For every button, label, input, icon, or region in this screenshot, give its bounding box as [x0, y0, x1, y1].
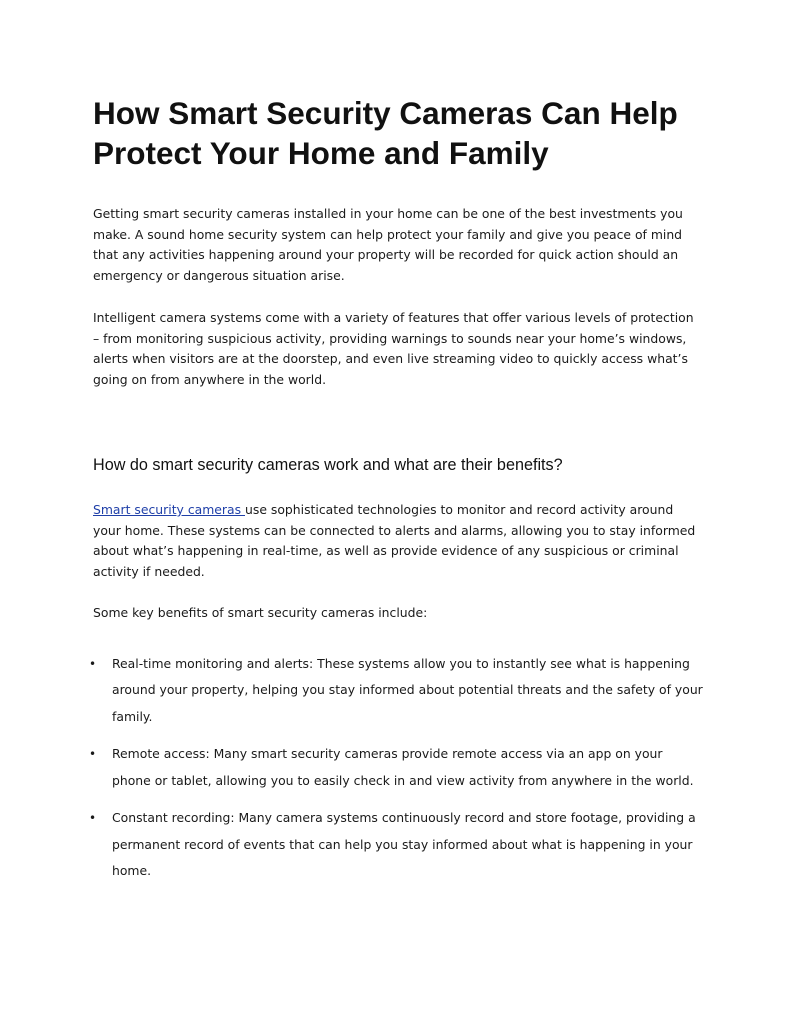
intro-paragraph: Getting smart security cameras installed in your home can be one of the best investments you make. A sound home security system can help protect your family and give you peace of mind that any activities happening around your property will be recorded for quick action should an emergency or dangerous situation arise.	[93, 206, 683, 283]
section-heading: How do smart security cameras work and what are their benefits?	[93, 456, 563, 474]
bullet-icon: •	[89, 747, 97, 761]
list-item-text: Remote access: Many smart security cameras provide remote access via an app on your phone or tablet, allowing you to easily check in and view activity from anywhere in the world.	[112, 746, 694, 788]
list-item	[89, 651, 703, 731]
list-item-text: Real-time monitoring and alerts: These systems allow you to instantly see what is happening around your property, helping you stay informed about potential threats and the safety of your family.	[112, 655, 703, 724]
list-item	[89, 741, 703, 794]
section-paragraph-text: use sophisticated technologies to monitor and record activity around your home. These systems can be connected to alerts and alarms, allowing you to stay informed about what’s happening in real-time, as well as provide evidence of any suspicious or criminal activity if needed.	[93, 502, 696, 579]
benefits-list	[89, 651, 703, 885]
page-title: How Smart Security Cameras Can Help Protect Your Home and Family	[93, 95, 678, 171]
document-page	[89, 93, 703, 896]
smart-security-cameras-link[interactable]: Smart security cameras	[93, 502, 246, 517]
list-item	[89, 805, 703, 885]
bullet-icon: •	[89, 811, 97, 825]
section-paragraph	[93, 500, 703, 582]
list-item-text: Constant recording: Many camera systems continuously record and store footage, providing a permanent record of events that can help you stay informed about what is happening in your home.	[112, 810, 696, 878]
bullet-icon: •	[89, 656, 97, 671]
features-paragraph: Intelligent camera systems come with a variety of features that offer various levels of protection – from monitoring suspicious activity, providing warnings to sounds near your home’s windows, alerts when visitors are at the doorstep, and even live streaming video to quickly access what’s going on from anywhere in the world.	[93, 310, 694, 387]
benefits-intro: Some key benefits of smart security cameras include:	[93, 605, 428, 620]
